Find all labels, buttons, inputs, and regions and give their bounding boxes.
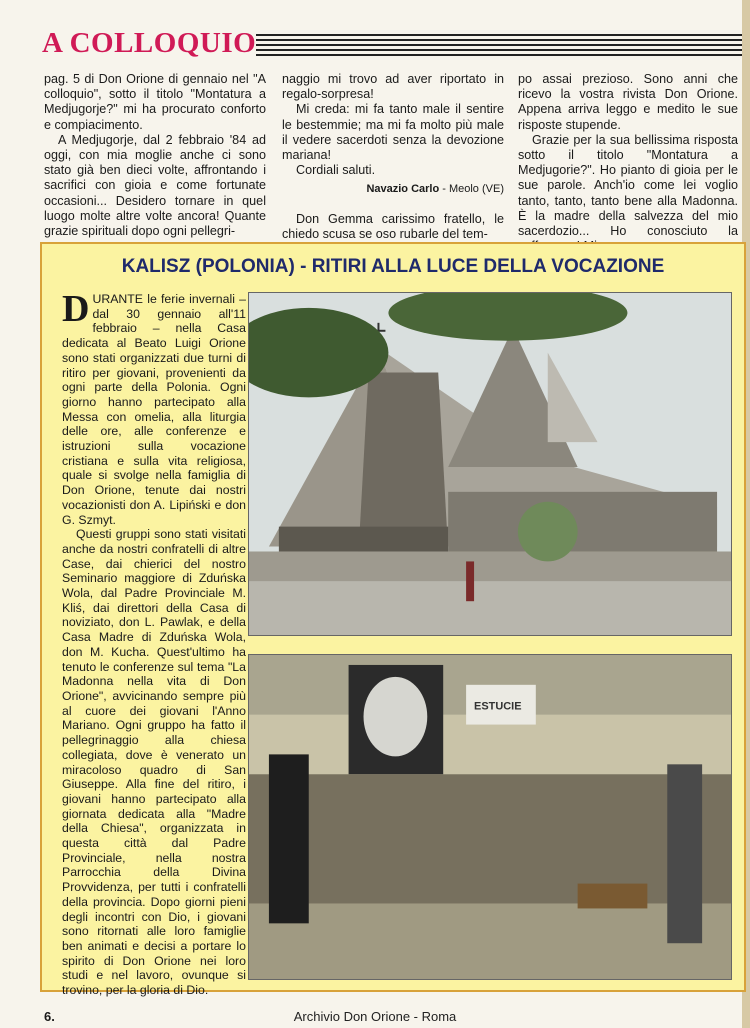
signature-place: - Meolo (VE) bbox=[442, 183, 504, 196]
article-title: KALISZ (POLONIA) - RITIRI ALLA LUCE DELLA VOCAZIONE bbox=[121, 256, 665, 277]
letter-paragraph: Don Gemma carissimo fratello, le chiedo scusa se oso rubarle del tem- bbox=[282, 211, 504, 241]
drop-cap: D bbox=[62, 288, 90, 330]
page-number: 6. bbox=[44, 1009, 55, 1024]
letter-paragraph: Cordiali saluti. bbox=[296, 163, 376, 178]
article-paragraph: Questi gruppi sono stati visitati anche da nostri confratelli di altre Case, dai chierici del nostro Seminario maggiore di Zduńska Wola, dal Padre Provinciale M. Kliś, dai direttori della Casa di noviziato, don L. Pawlak, e della Casa Madre di Zduńska Wola, don M. Kucha. Quest'ultimo ha tenuto le conferenze sul tema "La Madonna nella vita di Don Orione", avvicinando sempre più al cuore dei giovani l'Anno Mariano. Ogni gruppo ha fatto il pellegrinaggio alla chiesa collegiata, dove è venerato un miracoloso quadro di San Giuseppe. Alla fine del ritiro, i giovani hanno partecipato alla giornata dedicata alla "Madre della Chiesa", organizzata in questa città dal Padre Provinciale, nella nostra Parrocchia della Divina Provvidenza, per tutti i confratelli della provincia. Dopo giorni pieni degli incontri con Dio, i giovani sono ritornati alle loro famiglie ben animati e decisi a portare lo spirito di Don Orione nei loro studi e nel lavoro, ovunque si trovino, per la gloria di Dio. bbox=[62, 527, 246, 998]
letter-signature bbox=[282, 182, 504, 197]
church-illustration bbox=[249, 293, 731, 635]
group-photo bbox=[248, 654, 732, 980]
letter-column-1 bbox=[44, 72, 266, 239]
letter-column-2 bbox=[282, 72, 504, 242]
letter-paragraph: Mi creda: mi fa tanto male il sentire le bestemmie; ma mi fa molto più male il vedere sacerdoti senza la devozione mariana! bbox=[282, 102, 504, 163]
banner-text: ESTUCIE bbox=[474, 700, 522, 713]
article-paragraph: DURANTE le ferie invernali – dal 30 gennaio all'11 febbraio – nella Casa dedicata al Beato Luigi Orione sono stati organizzati due turni di ritiro per giovani, provenienti da ogni parte della Polonia. Ogni giorno hanno partecipato alla Messa con omelia, alla liturgia delle ore, alle conferenze e istruzioni sulla vocazione cristiana e sulla vita religiosa, quale si svolge nella famiglia di Don Orione, tenute dai nostri vocazionisti don A. Lipiński e don G. Szmyt. bbox=[62, 288, 246, 527]
section-title: A COLLOQUIO bbox=[42, 27, 257, 59]
article-box bbox=[40, 242, 746, 998]
letter-paragraph: naggio mi trovo ad aver riportato in regalo-sorpresa! bbox=[282, 72, 504, 102]
archive-credit: Archivio Don Orione - Roma bbox=[293, 1009, 457, 1024]
signature-name: Navazio Carlo bbox=[366, 183, 440, 196]
letter-paragraph: Grazie per la sua bellissima risposta sotto il titolo "Montatura a Medjugorie?". Ho pianto di gioia per le sue parole. Anch'io come lei voglio tanto, tanto, tanto bene alla Madonna. È la madre della salvezza del mio sacerdozio... Ho conosciuto la bbox=[518, 132, 738, 239]
article-text bbox=[62, 288, 246, 998]
section-header bbox=[42, 26, 742, 62]
letter-paragraph: pag. 5 di Don Orione di gennaio nel "A colloquio", sotto il titolo "Montatura a Medjugorje?" mi ha procurato conforto e compiacimento. bbox=[44, 72, 266, 132]
letter-paragraph: A Medjugorje, dal 2 febbraio '84 ad oggi, con mia moglie anche ci sono stato già ben dieci volte, affrontando i sacrifici con gioia e come fortunate occasioni... Desidero tornare in quel luogo molte altre volte ancora! Quante grazie spirituali dopo ogni pellegri- bbox=[44, 132, 266, 239]
letter-column-3 bbox=[518, 72, 738, 254]
church-photo bbox=[248, 292, 732, 636]
letter-paragraph: po assai prezioso. Sono anni che ricevo la vostra rivista Don Orione. Appena arriva leggo e medito le sue risposte stupende. bbox=[518, 72, 738, 132]
group-illustration bbox=[249, 655, 731, 979]
header-rules bbox=[256, 34, 742, 58]
